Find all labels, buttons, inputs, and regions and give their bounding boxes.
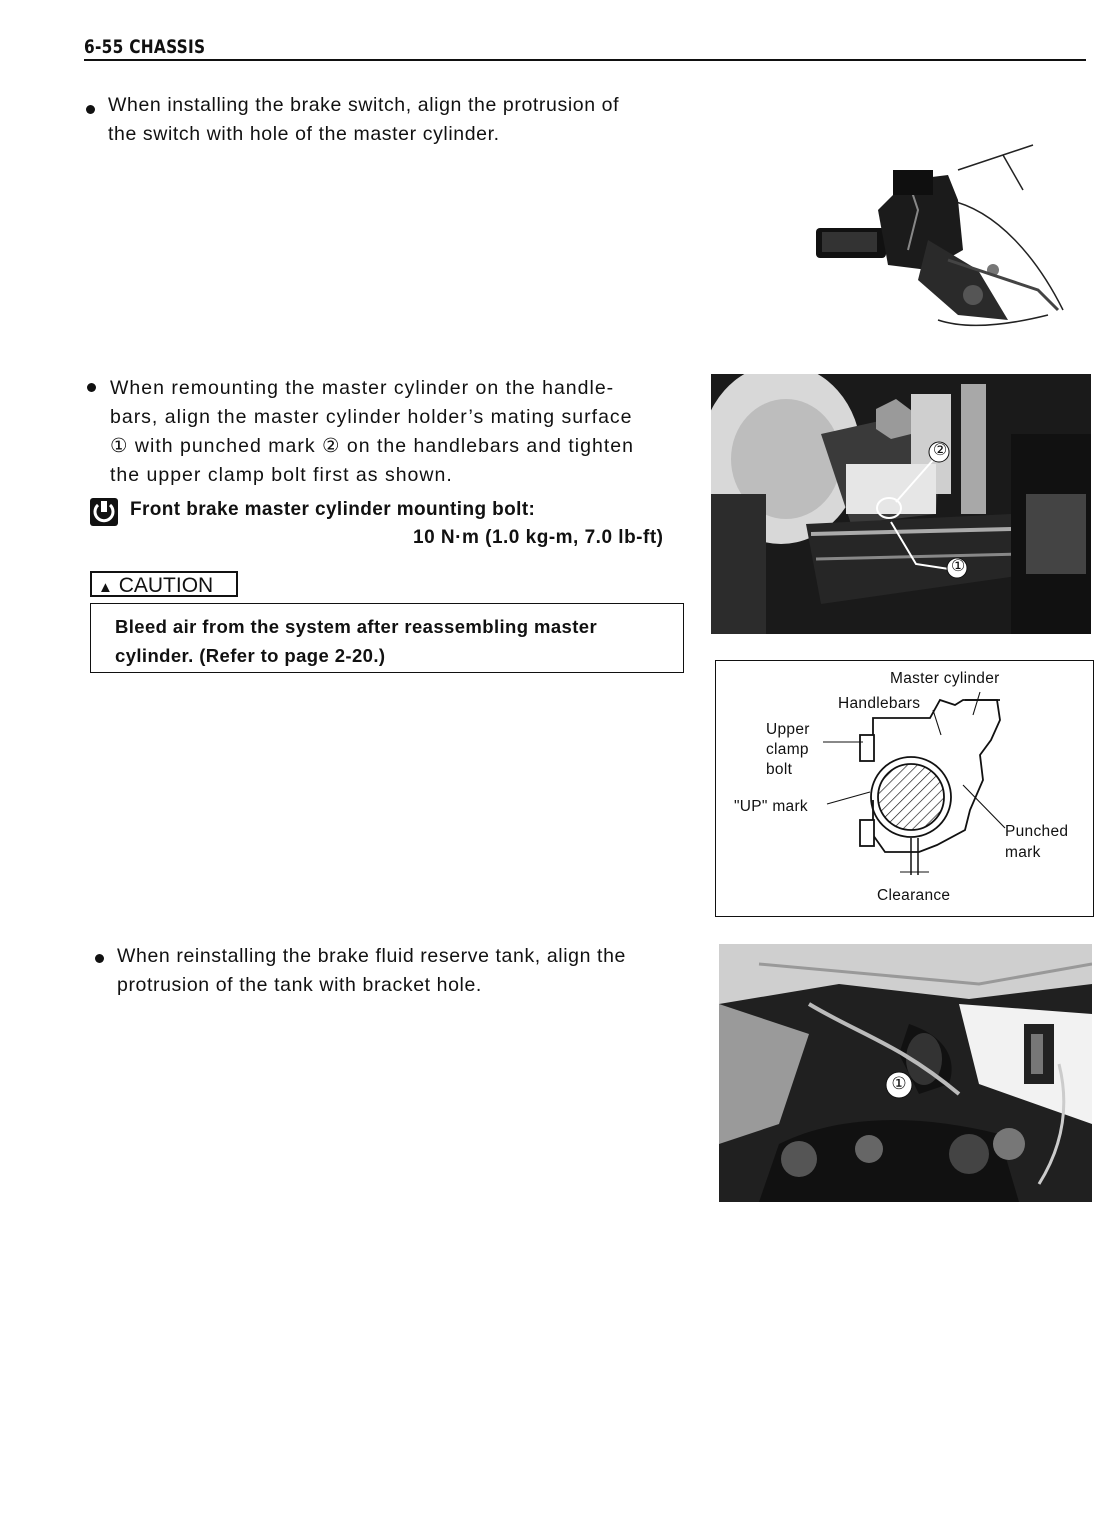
bullet [87, 383, 96, 392]
header-rule [84, 59, 1086, 61]
label-clamp: clamp [766, 741, 809, 758]
warning-triangle-icon: ▲ [98, 579, 113, 596]
callout-2: ② [932, 442, 948, 459]
master-cylinder-photo [711, 374, 1091, 634]
text-line: When installing the brake switch, align the protrusion of [108, 94, 620, 116]
callout-1: ① [950, 558, 966, 575]
label-bolt: bolt [766, 761, 793, 778]
caution-line: Bleed air from the system after reassembling master [115, 616, 598, 637]
label-upper: Upper [766, 721, 810, 738]
torque-spec-label: Front brake master cylinder mounting bolt: [130, 499, 536, 520]
torque-wrench-icon [89, 497, 119, 527]
label-mark: mark [1005, 844, 1041, 861]
text-line: the upper clamp bolt first as shown. [110, 464, 453, 486]
label-clearance: Clearance [877, 887, 951, 904]
callout-1: ① [891, 1074, 907, 1093]
caution-line: cylinder. (Refer to page 2-20.) [115, 645, 386, 666]
text-line: bars, align the master cylinder holder’s mating surface [110, 406, 633, 428]
label-punched: Punched [1005, 823, 1069, 840]
caution-box [90, 603, 684, 673]
brake-switch-photo [808, 140, 1070, 340]
text-line: ① with punched mark ② on the handlebars and tighten [110, 435, 634, 457]
text-line: protrusion of the tank with bracket hole. [117, 974, 482, 996]
bullet [86, 105, 95, 114]
instruction-reserve-tank [117, 942, 626, 1000]
instruction-brake-switch [108, 91, 619, 149]
bullet [95, 954, 104, 963]
label-handlebars: Handlebars [838, 695, 921, 712]
text-line: the switch with hole of the master cylinder. [108, 123, 500, 145]
label-master-cylinder: Master cylinder [890, 670, 1000, 687]
torque-spec-value: 10 N·m (1.0 kg-m, 7.0 lb-ft) [413, 527, 664, 548]
reserve-tank-photo [719, 944, 1092, 1202]
caution-label [90, 571, 238, 597]
instruction-master-cylinder [110, 374, 634, 490]
label-up-mark: "UP" mark [734, 798, 808, 815]
caution-text: CAUTION [118, 574, 214, 597]
text-line: When reinstalling the brake fluid reserve tank, align the [117, 945, 626, 967]
page-header: 6-55 CHASSIS [84, 36, 206, 58]
text-line: When remounting the master cylinder on the handle- [110, 377, 615, 399]
